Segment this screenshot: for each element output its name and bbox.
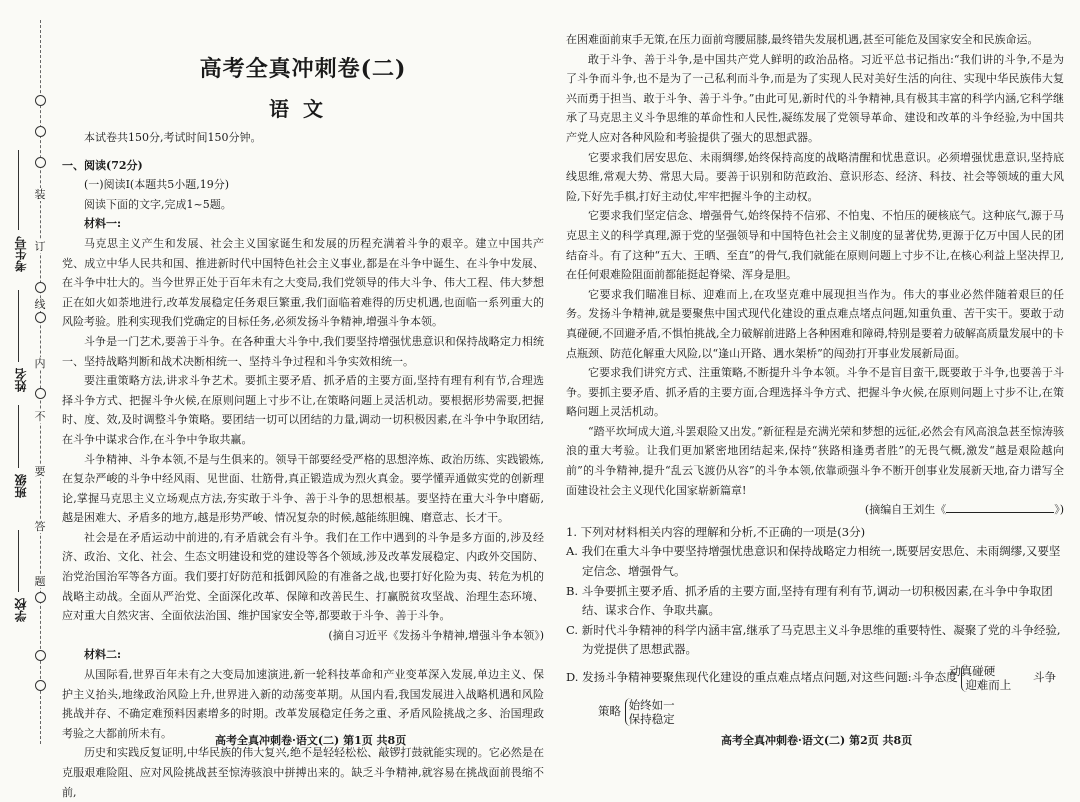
- right-page: [556, 0, 1080, 764]
- strategy-line: [582, 698, 1064, 726]
- binding-margin: [0, 0, 58, 764]
- source-suffix: 》): [1054, 503, 1064, 517]
- school-field-label: 学校: [14, 598, 28, 622]
- reading-instruction: 阅读下面的文字,完成1~5题。: [84, 197, 232, 211]
- binding-hole: [35, 282, 46, 293]
- material2-paragraph: 敢于斗争、善于斗争,是中国共产党人鲜明的政治品格。习近平总书记指出:“我们讲的斗争,不是为了斗争而斗争,也不是为了一己私利而斗争,而是为了实现人民对美好生活的向往、实现中华民族伟大复兴而勇于担当、敢于斗争、善于斗争。”由此可见,新时代的斗争精神,具有极其丰富的科学内涵,它科学继承了马克思主义斗争思维的革命性和人民性,凝练发展了党领导革命、建设和改革的斗争经验,为中国共产党人应对各种风险和考验提供了强大的思想武器。: [566, 52, 1064, 144]
- binding-label: 题: [34, 575, 46, 588]
- binding-label: 线: [34, 298, 46, 311]
- attitude-item: 迎难而上: [965, 678, 1012, 692]
- strategy-label: 策略: [598, 704, 621, 718]
- binding-hole: [35, 388, 46, 399]
- binding-hole: [35, 95, 46, 106]
- exam-intro: 本试卷共150分,考试时间150分钟。: [84, 131, 262, 144]
- binding-hole: [35, 592, 46, 603]
- material2-label: 材料二:: [84, 648, 122, 662]
- material1-source: (摘自习近平《发扬斗争精神,增强斗争本领》): [328, 628, 544, 642]
- option-d[interactable]: [566, 664, 1064, 726]
- material2-continued: 在困难面前束手无策,在压力面前弯腰屈膝,最终错失发展机遇,甚至可能危及国家安全和民族命运。: [566, 33, 1039, 46]
- material2-paragraph: 从国际看,世界百年未有之大变局加速演进,新一轮科技革命和产业变革深入发展,单边主义、保护主义抬头,地缘政治风险上升,世界进入新的动荡变革期。从国内看,我国发展进入战略机遇和风险挑战并存、不确定难预料因素增多的时期。改革发展稳定任务之重、矛盾风险挑战之多、治国理政考验之大都前所未有。: [62, 668, 544, 740]
- strategy-item: 始终如一: [628, 698, 675, 712]
- subsection-heading: (一)阅读Ⅰ(本题共5小题,19分): [84, 178, 230, 192]
- source-blank: [946, 500, 1054, 513]
- section-heading: 一、阅读(72分): [62, 158, 143, 172]
- option-b[interactable]: B. 斗争要抓主要矛盾、抓矛盾的主要方面,坚持有理有利有节,调动一切积极因素,在斗争中争取团结、谋求合作、争取共赢。: [566, 583, 1053, 618]
- binding-hole: [35, 126, 46, 137]
- class-field-line[interactable]: [18, 405, 19, 468]
- binding-label: 要: [34, 465, 46, 478]
- option-d-tail: 斗争: [1032, 670, 1056, 684]
- page-footer: 高考全真冲刺卷·语文(二) 第1页 共8页: [215, 734, 407, 747]
- binding-hole: [35, 312, 46, 323]
- material2-paragraph: 它要求我们瞄准目标、迎难而上,在攻坚克难中展现担当作为。伟大的事业必然伴随着艰巨的任务。发扬斗争精神,就是要聚焦中国式现代化建设的重点难点堵点问题,知重负重、苦干实干。要敢于动真碰硬,不回避矛盾,不惧怕挑战,全力破解前进路上各种困难和障碍,特别是要着力破解高质量发展中的卡点瓶颈、防范化解重大风险,以“逢山开路、遇水架桥”的闯劲打开事业发展新局面。: [566, 287, 1064, 360]
- binding-label: 内: [34, 357, 46, 370]
- material1-paragraph: 斗争是一门艺术,要善于斗争。在各种重大斗争中,我们要坚持增强忧患意识和保持战略定力相统一、坚持战略判断和战术决断相统一、坚持斗争过程和斗争实效相统一。: [62, 334, 544, 368]
- material1-paragraph: 斗争精神、斗争本领,不是与生俱来的。领导干部要经受严格的思想淬炼、政治历练、实践锻炼,在复杂严峻的斗争中经风雨、见世面、壮筋骨,真正锻造成为烈火真金。要学懂弄通做实党的创新理论,掌握马克思主义立场观点方法,夯实敢于斗争、善于斗争的思想根基。要坚持在重大斗争中磨砺,越是困难大、矛盾多的地方,越是形势严峻、情况复杂的时候,越能练胆魄、磨意志、长才干。: [62, 452, 544, 525]
- source-prefix: (摘编自王刘生《: [864, 503, 947, 517]
- class-field-label: 班级: [14, 474, 28, 498]
- binding-label: 订: [34, 240, 46, 253]
- student-id-field-label: 考生号: [14, 236, 28, 272]
- material2-paragraph: 它要求我们讲究方式、注重策略,不断提升斗争本领。斗争不是盲目蛮干,既要敢于斗争,也要善于斗争。要抓主要矛盾、抓矛盾的主要方面,合理选择斗争方式、把握斗争火候,在原则问题上寸步不让,在策略问题上灵活机动。: [566, 366, 1064, 419]
- material2-paragraph: 它要求我们居安思危、未雨绸缪,始终保持高度的战略清醒和忧患意识。必须增强忧患意识,坚持底线思维,常观大势、常思大局。要善于识别和防范政治、意识形态、经济、科技、社会等领域的重大风险,下好先手棋,打好主动仗,牢牢把握斗争的主动权。: [566, 150, 1064, 203]
- binding-label: 不: [34, 410, 46, 423]
- binding-hole: [35, 157, 46, 168]
- question-1: 1. 下列对材料相关内容的理解和分析,不正确的一项是(3分): [566, 524, 866, 539]
- material1-paragraph: 马克思主义产生和发展、社会主义国家诞生和发展的历程充满着斗争的艰辛。建立中国共产党、成立中华人民共和国、推进新时代中国特色社会主义事业,都是在斗争中诞生、在斗争中发展、在斗争中壮大的。当今世界正处于百年未有之大变局,我们党领导的伟大斗争、伟大工程、伟大梦想正在如火如荼地进行,改革发展稳定任务艰巨繁重,我们面临着难得的历史机遇,也面临一系列重大的风险考验。胜利实现我们党确定的目标任务,必须发扬斗争精神,增强斗争本领。: [62, 236, 544, 329]
- right-body: [566, 30, 1064, 726]
- material1-paragraph: 社会是在矛盾运动中前进的,有矛盾就会有斗争。我们在工作中遇到的斗争是多方面的,涉及经济、政治、文化、社会、生态文明建设和党的建设等各个领域,涉及改革发展稳定、内政外交国防、治党治国治军等各方面。我们要打好防范和抵御风险的有准备之战,也要打好化险为夷、转危为机的战略主动战。全面从严治党、全面深化改革、保障和改善民生、打赢脱贫攻坚战、治理生态环境、应对重大自然灾害、全面依法治国、维护国家安全等,都要敢于斗争、善于斗争。: [62, 530, 544, 623]
- student-id-field-line[interactable]: [18, 150, 19, 230]
- material2-source: [566, 500, 1064, 520]
- page-footer: 高考全真冲刺卷·语文(二) 第2页 共8页: [721, 734, 913, 747]
- attitude-bracket: [949, 664, 1012, 692]
- material2-paragraph: 它要求我们坚定信念、增强骨气,始终保持不信邪、不怕鬼、不怕压的硬核底气。这种底气,源于马克思主义的科学真理,源于党的坚强领导和中国特色社会主义制度的显著优势,更源于亿万中国人民的团结奋斗。有了这种“五大、王晒、至直”的骨气,我们就能在原则问题上寸步不让,在核心利益上坚决捍卫,在任何艰难险阻面前都能挺起脊梁、浑身是胆。: [566, 209, 1064, 282]
- exam-title: 高考全真冲刺卷(二): [199, 56, 407, 82]
- material2-paragraph: “踏平坎坷成大道,斗罢艰险又出发。”新征程是充满光荣和梦想的远征,必然会有风高浪急甚至惊涛骇浪的重大考验。让我们更加紧密地团结起来,保持“狭路相逢勇者胜”的无畏气概,激发“越是艰险越向前”的斗争精神,提升“乱云飞渡仍从容”的斗争本领,依靠顽强斗争不断开创事业发展新天地,奋力谱写全面建设社会主义现代化国家崭新篇章!: [566, 424, 1064, 497]
- left-body: [62, 128, 544, 802]
- name-field-label: 姓名: [14, 368, 28, 392]
- school-field-line[interactable]: [18, 530, 19, 592]
- name-field-line[interactable]: [18, 290, 19, 362]
- option-c[interactable]: C. 新时代斗争精神的科学内涵丰富,继承了马克思主义斗争思维的重要特性、凝聚了党的斗争经验,为党提供了思想武器。: [566, 622, 1061, 657]
- binding-hole: [35, 650, 46, 661]
- strategy-item: 保持稳定: [628, 712, 675, 726]
- binding-label: 装: [34, 188, 46, 201]
- attitude-item: 动真碰硬: [949, 664, 996, 678]
- strategy-bracket: [625, 698, 675, 726]
- binding-label: 答: [34, 520, 46, 533]
- subject-title: 语文: [269, 97, 337, 121]
- option-d-text: D. 发扬斗争精神要聚焦现代化建设的重点难点堵点问题,对这些问题:斗争态度: [566, 670, 958, 684]
- binding-hole: [35, 680, 46, 691]
- material2-paragraph: 历史和实践反复证明,中华民族的伟大复兴,绝不是轻轻松松、敲锣打鼓就能实现的。它必然是在克服艰难险阻、应对风险挑战甚至惊涛骇浪中拼搏出来的。缺乏斗争精神,就容易在挑战面前畏缩不前,: [62, 746, 544, 799]
- material1-paragraph: 要注重策略方法,讲求斗争艺术。要抓主要矛盾、抓矛盾的主要方面,坚持有理有利有节,合理选择斗争方式、把握斗争火候,在原则问题上寸步不让,在策略问题上灵活机动。要根据形势需要,把握时、度、效,及时调整斗争策略。要团结一切可以团结的力量,调动一切积极因素,在斗争中争取团结,在斗争中谋求合作,在斗争中争取共赢。: [62, 374, 544, 446]
- material1-label: 材料一:: [84, 217, 122, 231]
- option-a[interactable]: A. 我们在重大斗争中要坚持增强忧患意识和保持战略定力相统一,既要居安思危、未雨绸缪,又要坚定信念、增强骨气。: [566, 544, 1061, 579]
